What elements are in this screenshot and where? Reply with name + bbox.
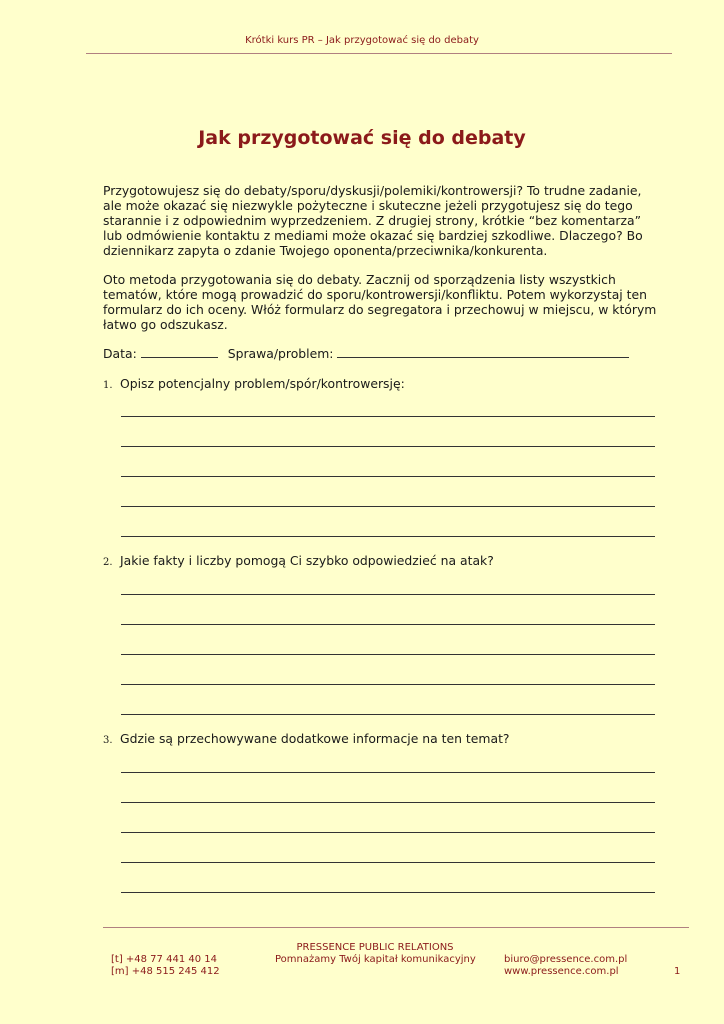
date-blank-field[interactable] [141, 346, 218, 358]
answer-line[interactable] [121, 594, 655, 595]
question-2 [103, 553, 494, 570]
footer-email-link[interactable]: biuro@pressence.com.pl [504, 954, 628, 965]
question-number: 2. [103, 557, 113, 568]
date-label: Data: [103, 346, 137, 361]
answer-line[interactable] [121, 892, 655, 893]
question-number: 1. [103, 380, 113, 391]
header-divider [86, 53, 672, 54]
question-text: Opisz potencjalny problem/spór/kontrowersję: [120, 376, 405, 391]
question-text: Jakie fakty i liczby pomogą Ci szybko odpowiedzieć na atak? [120, 553, 494, 568]
answer-line[interactable] [121, 416, 655, 417]
case-blank-field[interactable] [337, 346, 629, 358]
page-title: Jak przygotować się do debaty [198, 127, 526, 149]
answer-line[interactable] [121, 684, 655, 685]
answer-line[interactable] [121, 476, 655, 477]
answer-line[interactable] [121, 536, 655, 537]
answer-line[interactable] [121, 446, 655, 447]
answer-line[interactable] [121, 624, 655, 625]
question-1 [103, 376, 405, 393]
footer-company-name: PRESSENCE PUBLIC RELATIONS [296, 942, 454, 953]
date-case-line [103, 346, 629, 361]
footer-website-link[interactable]: www.pressence.com.pl [504, 966, 619, 977]
footer-mobile: [m] +48 515 245 412 [111, 966, 220, 977]
intro-paragraph-1: Przygotowujesz się do debaty/sporu/dyskusji/polemiki/kontrowersji? To trudne zadanie, ale może okazać się niezwykle pożyteczne i skuteczne jeżeli przygotujesz się do tego starannie i z odpowiednim wyprzedzeniem. Z drugiej strony, krótkie “bez komentarza” lub odmówienie kontaktu z mediami może okazać się bardziej szkodliwe. Dlaczego? Bo dziennikarz zapyta o zdanie Twojego oponenta/przeciwnika/konkurenta. [103, 183, 643, 258]
answer-line[interactable] [121, 772, 655, 773]
question-3 [103, 731, 510, 748]
footer-slogan: Pomnażamy Twój kapitał komunikacyjny [275, 954, 476, 965]
question-number: 3. [103, 735, 113, 746]
intro-paragraph-2: Oto metoda przygotowania się do debaty. Zacznij od sporządzenia listy wszystkich tematów, które mogą prowadzić do sporu/kontrowersji/konfliktu. Potem wykorzystaj ten formularz do ich oceny. Włóż formularz do segregatora i przechowuj w miejscu, w którym łatwo go odszukasz. [103, 272, 657, 332]
answer-line[interactable] [121, 832, 655, 833]
case-label: Sprawa/problem: [227, 346, 334, 361]
question-text: Gdzie są przechowywane dodatkowe informacje na ten temat? [120, 731, 510, 746]
answer-line[interactable] [121, 862, 655, 863]
footer-divider [103, 927, 689, 928]
answer-line[interactable] [121, 506, 655, 507]
answer-line[interactable] [121, 654, 655, 655]
answer-line[interactable] [121, 802, 655, 803]
running-header: Krótki kurs PR – Jak przygotować się do debaty [245, 35, 479, 46]
footer-phone: [t] +48 77 441 40 14 [111, 954, 217, 965]
answer-line[interactable] [121, 714, 655, 715]
page-number: 1 [674, 966, 681, 977]
